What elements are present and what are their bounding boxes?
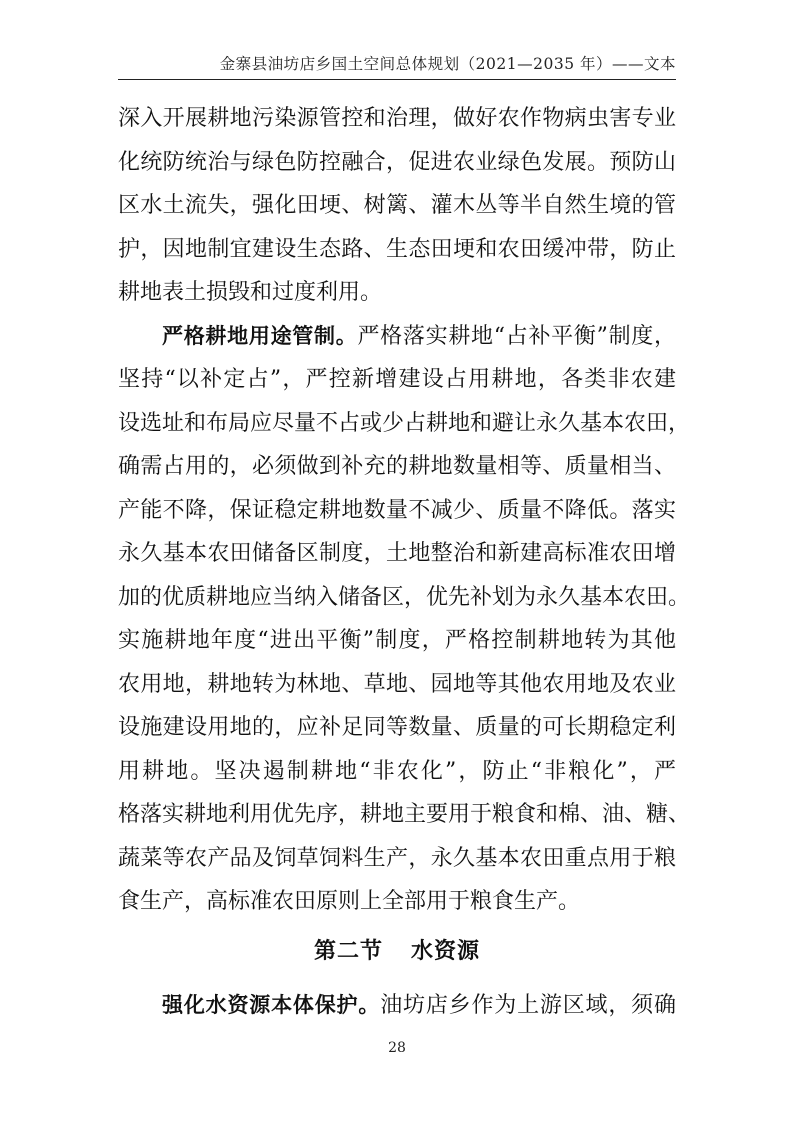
text-line: 农用地，耕地转为林地、草地、园地等其他农用地及农业	[118, 671, 676, 697]
text-line: 坚持“以补定占”，严控新增建设占用耕地，各类非农建	[118, 367, 676, 392]
paragraph-lead: 严格耕地用途管制。	[162, 323, 358, 348]
text-line: 蔬菜等农产品及饲草饲料生产，永久基本农田重点用于粮	[118, 845, 676, 871]
last-paragraph	[118, 984, 676, 1028]
text-line: 设施建设用地的，应补足同等数量、质量的可长期稳定利	[118, 715, 676, 740]
text-line: 用耕地。坚决遏制耕地“非农化”，防止“非粮化”，严	[118, 758, 676, 784]
text-line: 设选址和布局应尽量不占或少占耕地和避让永久基本农田，	[118, 410, 691, 436]
text-span: 油坊店乡作为上游区域，须确	[380, 993, 676, 1018]
text-line: 格落实耕地利用优先序，耕地主要用于粮食和棉、油、糖、	[118, 802, 691, 827]
section-number: 第二节	[313, 939, 383, 964]
text-line: 食生产，高标准农田原则上全部用于粮食生产。	[118, 889, 581, 914]
page-number: 28	[388, 1040, 406, 1056]
text-line: 区水土流失，强化田埂、树篱、灌木丛等半自然生境的管	[118, 193, 676, 218]
paragraph-lead: 强化水资源本体保护。	[162, 993, 381, 1017]
text-line: 深入开展耕地污染源管控和治理，做好农作物病虫害专业	[118, 106, 676, 131]
text-line: 护，因地制宜建设生态路、生态田埂和农田缓冲带，防止	[118, 236, 676, 262]
text-line: 永久基本农田储备区制度，土地整治和新建高标准农田增	[118, 541, 676, 566]
text-span: 严格落实耕地“占补平衡”制度，	[357, 323, 677, 349]
text-line: 化统防统治与绿色防控融合，促进农业绿色发展。预防山	[118, 149, 676, 175]
header-rule	[118, 79, 676, 80]
text-line	[118, 984, 676, 1028]
text-line	[118, 315, 676, 359]
text-line: 产能不降，保证稳定耕地数量不减少、质量不降低。落实	[118, 497, 676, 523]
text-line: 确需占用的，必须做到补充的耕地数量相等、质量相当、	[118, 454, 676, 479]
section-title: 水资源	[411, 939, 481, 964]
text-line: 实施耕地年度“进出平衡”制度，严格控制耕地转为其他	[118, 628, 676, 653]
section-heading	[118, 934, 676, 965]
running-header: 金寨县油坊店乡国土空间总体规划（2021—2035 年）——文本	[219, 55, 676, 73]
text-line: 加的优质耕地应当纳入储备区，优先补划为永久基本农田。	[118, 584, 691, 610]
text-line: 耕地表土损毁和过度利用。	[118, 280, 383, 305]
body-text	[118, 97, 691, 924]
